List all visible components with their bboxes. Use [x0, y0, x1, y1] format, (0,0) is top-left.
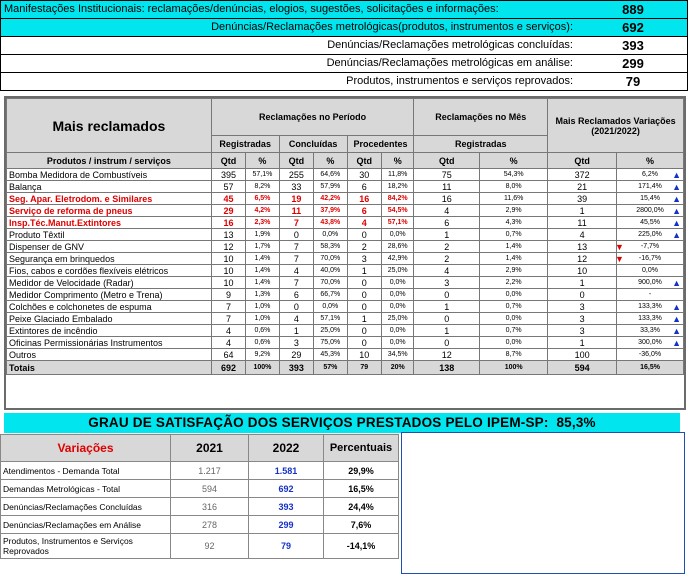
variation-y2021: 316 [171, 498, 249, 516]
summary-row [1, 19, 687, 37]
variation-label: Denúncias/Reclamações em Análise [1, 516, 171, 534]
summary-value: 79 [625, 74, 641, 89]
summary-value: 889 [622, 2, 644, 17]
total-pp: 20% [382, 361, 414, 375]
cell-c: 1 [279, 325, 313, 337]
cell-rp: 1,0% [246, 301, 279, 313]
cell-p: 30 [347, 169, 381, 181]
col-qtd: Qtd [347, 153, 381, 169]
cell-r: 10 [211, 277, 245, 289]
cell-v: 100 [548, 349, 617, 361]
total-p: 79 [347, 361, 381, 375]
cell-v: 11 [548, 217, 617, 229]
cell-r: 10 [211, 265, 245, 277]
cell-v: 21 [548, 181, 617, 193]
cell-r: 45 [211, 193, 245, 205]
product-name: Medidor de Velocidade (Radar) [7, 277, 212, 289]
up-arrow-icon: ▲ [672, 205, 681, 216]
cell-cp: 66,7% [314, 289, 347, 301]
cell-rp: 2,3% [246, 217, 279, 229]
cell-vp: -7,7% ▼ [617, 241, 684, 253]
cell-mp: 0,0% [480, 313, 548, 325]
cell-pp: 11,8% [382, 169, 414, 181]
variation-pct: 7,6% [324, 516, 399, 534]
cell-p: 0 [347, 337, 381, 349]
table-row [7, 349, 684, 361]
up-arrow-icon: ▲ [672, 301, 681, 312]
cell-vp: 900,0% ▲ [617, 277, 684, 289]
cell-pp: 0,0% [382, 301, 414, 313]
cell-pp: 18,2% [382, 181, 414, 193]
variation-row [1, 480, 399, 498]
cell-cp: 37,9% [314, 205, 347, 217]
cell-m: 11 [414, 181, 480, 193]
cell-m: 1 [414, 325, 480, 337]
variation-y2022: 299 [249, 516, 324, 534]
cell-mp: 0,7% [480, 325, 548, 337]
cell-rp: 0,6% [246, 325, 279, 337]
variation-pct: -14,1% [324, 534, 399, 559]
table-row [7, 313, 684, 325]
variation-label: Produtos, Instrumentos e Serviços Reprovados [1, 534, 171, 559]
up-arrow-icon: ▲ [672, 229, 681, 240]
col-qtd: Qtd [279, 153, 313, 169]
cell-mp: 11,6% [480, 193, 548, 205]
cell-c: 11 [279, 205, 313, 217]
cell-v: 3 [548, 301, 617, 313]
table-title: Mais reclamados [7, 99, 212, 153]
group-month-registered: Registradas [414, 136, 548, 153]
total-c: 393 [279, 361, 313, 375]
cell-r: 12 [211, 241, 245, 253]
total-v: 594 [548, 361, 617, 375]
variation-label: Denúncias/Reclamações Concluídas [1, 498, 171, 516]
cell-v: 1 [548, 277, 617, 289]
cell-p: 0 [347, 277, 381, 289]
cell-rp: 1,7% [246, 241, 279, 253]
table-row [7, 325, 684, 337]
cell-pp: 0,0% [382, 337, 414, 349]
cell-rp: 1,4% [246, 277, 279, 289]
cell-c: 4 [279, 313, 313, 325]
cell-m: 2 [414, 253, 480, 265]
variation-y2022: 1.581 [249, 462, 324, 480]
table-row [7, 217, 684, 229]
variation-label: Atendimentos - Demanda Total [1, 462, 171, 480]
up-arrow-icon: ▲ [672, 193, 681, 204]
cell-c: 255 [279, 169, 313, 181]
cell-c: 0 [279, 229, 313, 241]
variations-table [0, 434, 399, 559]
cell-vp: - [617, 289, 684, 301]
cell-r: 4 [211, 337, 245, 349]
table-row [7, 241, 684, 253]
summary-row [1, 1, 687, 19]
up-arrow-icon: ▲ [672, 325, 681, 336]
product-name: Balança [7, 181, 212, 193]
cell-m: 2 [414, 241, 480, 253]
cell-v: 4 [548, 229, 617, 241]
cell-c: 3 [279, 337, 313, 349]
year-2022-header: 2022 [249, 435, 324, 462]
cell-p: 1 [347, 265, 381, 277]
cell-cp: 0,0% [314, 229, 347, 241]
month-header: Reclamações no Mês [414, 99, 548, 136]
cell-vp: 15,4% ▲ [617, 193, 684, 205]
cell-pp: 25,0% [382, 265, 414, 277]
group-registered: Registradas [211, 136, 279, 153]
cell-cp: 57,9% [314, 181, 347, 193]
cell-m: 4 [414, 205, 480, 217]
summary-value: 692 [579, 19, 687, 36]
cell-pp: 0,0% [382, 325, 414, 337]
cell-c: 29 [279, 349, 313, 361]
total-vp: 16,5% [617, 361, 684, 375]
cell-m: 1 [414, 301, 480, 313]
cell-vp: -36,0% [617, 349, 684, 361]
table-row [7, 253, 684, 265]
cell-m: 0 [414, 337, 480, 349]
cell-m: 4 [414, 265, 480, 277]
variation-pct: 24,4% [324, 498, 399, 516]
variation-row [1, 534, 399, 559]
cell-m: 16 [414, 193, 480, 205]
product-name: Serviço de reforma de pneus [7, 205, 212, 217]
product-name: Medidor Comprimento (Metro e Trena) [7, 289, 212, 301]
cell-mp: 0,0% [480, 337, 548, 349]
cell-v: 10 [548, 265, 617, 277]
cell-cp: 75,0% [314, 337, 347, 349]
product-name: Oficinas Permissionárias Instrumentos [7, 337, 212, 349]
cell-pp: 84,2% [382, 193, 414, 205]
group-concluded: Concluídas [279, 136, 347, 153]
cell-mp: 8,7% [480, 349, 548, 361]
summary-label: Denúncias/Reclamações metrológicas(produtos, instrumentos e serviços): [1, 19, 579, 36]
variation-y2022: 393 [249, 498, 324, 516]
cell-vp: 133,3% ▲ [617, 301, 684, 313]
cell-r: 13 [211, 229, 245, 241]
product-name: Seg. Apar. Eletrodom. e Similares [7, 193, 212, 205]
variations-header: Variações [1, 435, 171, 462]
table-row [7, 169, 684, 181]
up-arrow-icon: ▲ [672, 337, 681, 348]
summary-label: Manifestações Institucionais: reclamações/denúncias, elogios, sugestões, solicitações e informações: [4, 3, 499, 15]
summary-row [1, 73, 687, 91]
cell-r: 10 [211, 253, 245, 265]
down-arrow-icon: ▼ [615, 253, 624, 264]
cell-r: 9 [211, 289, 245, 301]
cell-r: 395 [211, 169, 245, 181]
group-proceeding: Procedentes [347, 136, 414, 153]
cell-p: 1 [347, 313, 381, 325]
cell-mp: 2,9% [480, 205, 548, 217]
satisfaction-value: 85,3% [556, 415, 596, 430]
cell-pp: 57,1% [382, 217, 414, 229]
cell-vp: 0,0% [617, 265, 684, 277]
cell-rp: 6,5% [246, 193, 279, 205]
satisfaction-banner [4, 413, 680, 433]
table-row [7, 337, 684, 349]
cell-vp: 133,3% ▲ [617, 313, 684, 325]
cell-mp: 2,9% [480, 265, 548, 277]
cell-rp: 0,6% [246, 337, 279, 349]
cell-mp: 2,2% [480, 277, 548, 289]
table-row [7, 289, 684, 301]
cell-cp: 64,6% [314, 169, 347, 181]
cell-vp: 225,0% ▲ [617, 229, 684, 241]
summary-label: Denúncias/Reclamações metrológicas em análise: [326, 57, 573, 69]
cell-mp: 4,3% [480, 217, 548, 229]
cell-v: 0 [548, 289, 617, 301]
table-row [7, 181, 684, 193]
variation-pct: 29,9% [324, 462, 399, 480]
col-pct: % [246, 153, 279, 169]
up-arrow-icon: ▲ [672, 277, 681, 288]
variation-row [1, 498, 399, 516]
total-m: 138 [414, 361, 480, 375]
cell-rp: 4,2% [246, 205, 279, 217]
col-pct: % [480, 153, 548, 169]
cell-p: 6 [347, 181, 381, 193]
cell-cp: 40,0% [314, 265, 347, 277]
cell-pp: 0,0% [382, 289, 414, 301]
table-row [7, 277, 684, 289]
total-mp: 100% [480, 361, 548, 375]
cell-mp: 0,7% [480, 229, 548, 241]
summary-row [1, 55, 687, 73]
totals-label: Totais [7, 361, 212, 375]
cell-c: 0 [279, 301, 313, 313]
table-row [7, 265, 684, 277]
up-arrow-icon: ▲ [672, 217, 681, 228]
variation-y2021: 1.217 [171, 462, 249, 480]
cell-m: 0 [414, 289, 480, 301]
col-pct: % [617, 153, 684, 169]
cell-v: 1 [548, 205, 617, 217]
cell-pp: 42,9% [382, 253, 414, 265]
satisfaction-text: GRAU DE SATISFAÇÃO DOS SERVIÇOS PRESTADOS PELO IPEM-SP: [88, 415, 549, 430]
cell-pp: 0,0% [382, 229, 414, 241]
cell-v: 12 [548, 253, 617, 265]
cell-r: 64 [211, 349, 245, 361]
col-pct: % [314, 153, 347, 169]
cell-c: 7 [279, 253, 313, 265]
cell-rp: 1,0% [246, 313, 279, 325]
variation-y2022: 79 [249, 534, 324, 559]
cell-cp: 25,0% [314, 325, 347, 337]
cell-cp: 70,0% [314, 253, 347, 265]
product-name: Produto Têxtil [7, 229, 212, 241]
variation-y2021: 594 [171, 480, 249, 498]
cell-vp: 45,5% ▲ [617, 217, 684, 229]
col-qtd: Qtd [414, 153, 480, 169]
cell-c: 7 [279, 217, 313, 229]
cell-r: 16 [211, 217, 245, 229]
table-row [7, 205, 684, 217]
cell-pp: 28,6% [382, 241, 414, 253]
summary-row [1, 37, 687, 55]
cell-c: 7 [279, 277, 313, 289]
cell-rp: 1,4% [246, 265, 279, 277]
product-name: Extintores de incêndio [7, 325, 212, 337]
cell-v: 3 [548, 325, 617, 337]
cell-cp: 58,3% [314, 241, 347, 253]
cell-m: 6 [414, 217, 480, 229]
cell-c: 6 [279, 289, 313, 301]
cell-p: 0 [347, 229, 381, 241]
summary-block [0, 0, 688, 91]
down-arrow-icon: ▼ [615, 241, 624, 252]
col-qtd: Qtd [211, 153, 245, 169]
cell-c: 4 [279, 265, 313, 277]
cell-rp: 9,2% [246, 349, 279, 361]
cell-m: 1 [414, 229, 480, 241]
total-cp: 57% [314, 361, 347, 375]
up-arrow-icon: ▲ [672, 169, 681, 180]
product-name: Colchões e colchonetes de espuma [7, 301, 212, 313]
col-qtd: Qtd [548, 153, 617, 169]
cell-p: 10 [347, 349, 381, 361]
cell-mp: 8,0% [480, 181, 548, 193]
cell-r: 57 [211, 181, 245, 193]
cell-rp: 57,1% [246, 169, 279, 181]
table-row [7, 229, 684, 241]
product-name: Fios, cabos e cordões flexíveis elétricos [7, 265, 212, 277]
most-complained-table [4, 96, 686, 410]
cell-cp: 0,0% [314, 301, 347, 313]
cell-pp: 25,0% [382, 313, 414, 325]
cell-vp: 300,0% ▲ [617, 337, 684, 349]
cell-v: 1 [548, 337, 617, 349]
cell-rp: 1,9% [246, 229, 279, 241]
variation-y2021: 278 [171, 516, 249, 534]
cell-c: 19 [279, 193, 313, 205]
cell-cp: 57,1% [314, 313, 347, 325]
cell-mp: 54,3% [480, 169, 548, 181]
product-name: Insp.Téc.Manut.Extintores [7, 217, 212, 229]
cell-c: 7 [279, 241, 313, 253]
cell-p: 0 [347, 325, 381, 337]
cell-pp: 0,0% [382, 277, 414, 289]
cell-v: 39 [548, 193, 617, 205]
cell-v: 372 [548, 169, 617, 181]
cell-r: 7 [211, 301, 245, 313]
blank-frame [401, 432, 685, 574]
cell-vp: 33,3% ▲ [617, 325, 684, 337]
cell-m: 75 [414, 169, 480, 181]
cell-m: 3 [414, 277, 480, 289]
col-products: Produtos / instrum / serviços [7, 153, 212, 169]
variation-label: Demandas Metrológicas - Total [1, 480, 171, 498]
cell-mp: 1,4% [480, 241, 548, 253]
product-name: Peixe Glaciado Embalado [7, 313, 212, 325]
up-arrow-icon: ▲ [672, 181, 681, 192]
cell-cp: 42,2% [314, 193, 347, 205]
cell-rp: 8,2% [246, 181, 279, 193]
up-arrow-icon: ▲ [672, 313, 681, 324]
variation-row [1, 516, 399, 534]
year-2021-header: 2021 [171, 435, 249, 462]
cell-r: 7 [211, 313, 245, 325]
summary-label: Denúncias/Reclamações metrológicas concluídas: [327, 39, 573, 51]
variation-y2021: 92 [171, 534, 249, 559]
variation-y2022: 692 [249, 480, 324, 498]
cell-c: 33 [279, 181, 313, 193]
period-header: Reclamações no Período [211, 99, 414, 136]
cell-pp: 54,5% [382, 205, 414, 217]
cell-mp: 0,0% [480, 289, 548, 301]
cell-p: 0 [347, 301, 381, 313]
cell-vp: -16,7% ▼ [617, 253, 684, 265]
cell-mp: 0,7% [480, 301, 548, 313]
variation-pct: 16,5% [324, 480, 399, 498]
total-r: 692 [211, 361, 245, 375]
cell-p: 4 [347, 217, 381, 229]
product-name: Dispenser de GNV [7, 241, 212, 253]
summary-label: Produtos, instrumentos e serviços reprovados: [346, 75, 573, 87]
cell-v: 13 [548, 241, 617, 253]
summary-value: 299 [622, 56, 644, 71]
cell-m: 0 [414, 313, 480, 325]
product-name: Bomba Medidora de Combustíveis [7, 169, 212, 181]
cell-p: 0 [347, 289, 381, 301]
cell-pp: 34,5% [382, 349, 414, 361]
cell-r: 4 [211, 325, 245, 337]
cell-cp: 45,3% [314, 349, 347, 361]
cell-p: 3 [347, 253, 381, 265]
product-name: Segurança em brinquedos [7, 253, 212, 265]
cell-rp: 1,4% [246, 253, 279, 265]
cell-rp: 1,3% [246, 289, 279, 301]
cell-p: 16 [347, 193, 381, 205]
cell-vp: 171,4% ▲ [617, 181, 684, 193]
percent-header: Percentuais [324, 435, 399, 462]
cell-vp: 2800,0% ▲ [617, 205, 684, 217]
col-pct: % [382, 153, 414, 169]
totals-row [7, 361, 684, 375]
table-row [7, 301, 684, 313]
product-name: Outros [7, 349, 212, 361]
cell-cp: 43,8% [314, 217, 347, 229]
variation-header: Mais Reclamados Variações (2021/2022) [548, 99, 684, 153]
cell-vp: 6,2% ▲ [617, 169, 684, 181]
cell-r: 29 [211, 205, 245, 217]
cell-cp: 70,0% [314, 277, 347, 289]
total-rp: 100% [246, 361, 279, 375]
cell-mp: 1,4% [480, 253, 548, 265]
cell-v: 3 [548, 313, 617, 325]
variation-row [1, 462, 399, 480]
cell-m: 12 [414, 349, 480, 361]
table-row [7, 193, 684, 205]
cell-p: 6 [347, 205, 381, 217]
summary-value: 393 [622, 38, 644, 53]
cell-p: 2 [347, 241, 381, 253]
